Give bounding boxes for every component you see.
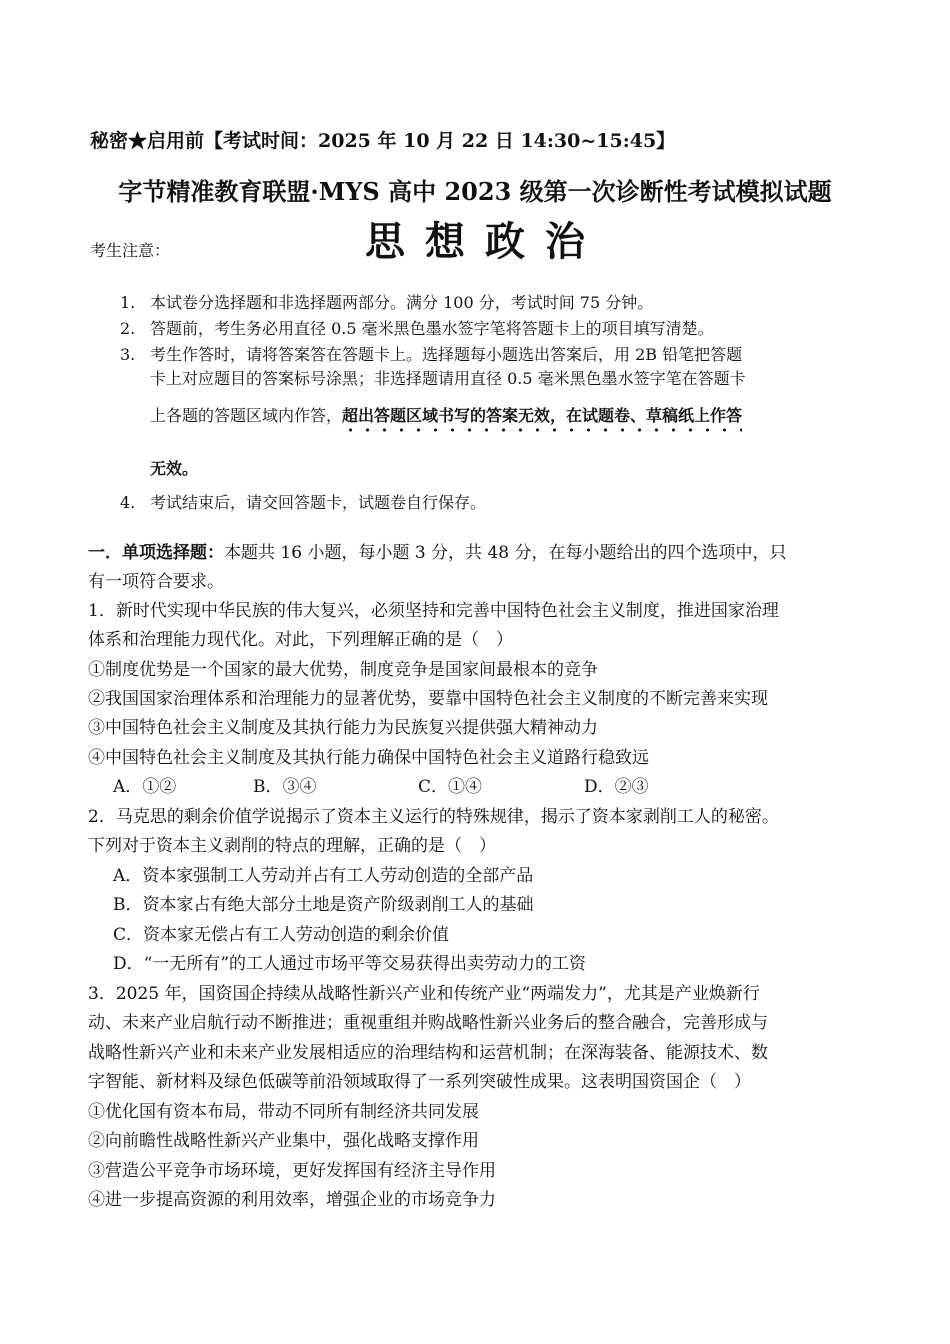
q2-option-a[interactable]: A．资本家强制工人劳动并占有工人劳动创造的全部产品 [113, 866, 534, 886]
q1-item: ②我国国家治理体系和治理能力的显著优势，要靠中国特色社会主义制度的不断完善来实现 [88, 689, 768, 709]
section-label: 一．单项选择题： [88, 543, 224, 563]
q2-stem-line-2: 下列对于资本主义剥削的特点的理解，正确的是（ ） [88, 836, 496, 856]
notice-item-1: 本试卷分选择题和非选择题两部分。满分 100 分，考试时间 75 分钟。 [150, 293, 654, 312]
notice-number: 3. [120, 345, 136, 364]
notice-number: 1. [120, 293, 136, 312]
q3-item: ①优化国有资本布局，带动不同所有制经济共同发展 [88, 1102, 479, 1122]
q3-item: ③营造公平竞争市场环境，更好发挥国有经济主导作用 [88, 1161, 496, 1181]
q2-option-d[interactable]: D．“一无所有”的工人通过市场平等交易获得出卖劳动力的工资 [113, 954, 587, 974]
subject-title: 思想政治 [365, 218, 605, 265]
notice-item-3-line-1: 考生作答时，请将答案答在答题卡上。选择题每小题选出答案后，用 2B 铅笔把答题 [150, 345, 743, 364]
notice-item-3-line-3 [150, 405, 742, 427]
q3-stem-line-3: 战略性新兴产业和未来产业发展相适应的治理结构和运营机制；在深海装备、能源技术、数 [88, 1043, 768, 1063]
notice-number: 4. [120, 493, 136, 512]
q2-option-b[interactable]: B．资本家占有绝大部分土地是资产阶级剥削工人的基础 [113, 895, 534, 915]
q3-item: ④进一步提高资源的利用效率，增强企业的市场竞争力 [88, 1190, 496, 1210]
notice-item-3-line-4: 无效。 [150, 459, 199, 478]
secret-header: 秘密★启用前【考试时间：2025 年 10 月 22 日 14:30~15:45】 [90, 130, 676, 152]
q1-stem-line-1: 1．新时代实现中华民族的伟大复兴，必须坚持和完善中国特色社会主义制度，推进国家治理 [88, 601, 779, 621]
q2-stem-line-1: 2．马克思的剩余价值学说揭示了资本主义运行的特殊规律，揭示了资本家剥削工人的秘密。 [88, 807, 779, 827]
notice-item-2: 答题前，考生务必用直径 0.5 毫米黑色墨水签字笔将答题卡上的项目填写清楚。 [150, 319, 714, 338]
q2-option-c[interactable]: C．资本家无偿占有工人劳动创造的剩余价值 [113, 925, 450, 945]
emphasis-text: 超出答题区域书写的答案无效，在试题卷、草稿纸上作答 [342, 406, 742, 433]
section-heading-line-2: 有一项符合要求。 [88, 572, 224, 592]
q1-stem-line-2: 体系和治理能力现代化。对此，下列理解正确的是（ ） [88, 630, 513, 650]
notice-item-3-text: 上各题的答题区域内作答， [150, 406, 343, 425]
notice-item-4: 考试结束后，请交回答题卡，试题卷自行保存。 [150, 493, 487, 512]
q1-option-d[interactable]: D．②③ [584, 777, 649, 797]
notice-item-3-line-2: 卡上对应题目的答案标号涂黑；非选择题请用直径 0.5 毫米黑色墨水签字笔在答题卡 [150, 369, 746, 388]
exam-title: 字节精准教育联盟·MYS 高中 2023 级第一次诊断性考试模拟试题 [118, 177, 832, 206]
q1-item: ①制度优势是一个国家的最大优势，制度竞争是国家间最根本的竞争 [88, 660, 598, 680]
section-description: 本题共 16 小题，每小题 3 分，共 48 分，在每小题给出的四个选项中，只 [224, 543, 787, 563]
q3-stem-line-1: 3．2025 年，国资国企持续从战略性新兴产业和传统产业“两端发力”，尤其是产业焕新行 [88, 984, 760, 1004]
q1-option-c[interactable]: C．①④ [418, 777, 483, 797]
q1-option-b[interactable]: B．③④ [253, 777, 317, 797]
q3-stem-line-4: 字智能、新材料及绿色低碳等前沿领域取得了一系列突破性成果。这表明国资国企（ ） [88, 1072, 751, 1092]
q1-item: ③中国特色社会主义制度及其执行能力为民族复兴提供强大精神动力 [88, 718, 598, 738]
q1-item: ④中国特色社会主义制度及其执行能力确保中国特色社会主义道路行稳致远 [88, 748, 649, 768]
section-heading-line-1 [88, 542, 787, 564]
notice-heading: 考生注意： [90, 241, 171, 260]
q3-stem-line-2: 动、未来产业启航行动不断推进；重视重组并购战略性新兴业务后的整合融合，完善形成与 [88, 1013, 768, 1033]
notice-number: 2. [120, 319, 136, 338]
q3-item: ②向前瞻性战略性新兴产业集中，强化战略支撑作用 [88, 1131, 479, 1151]
q1-option-a[interactable]: A．①② [113, 777, 177, 797]
